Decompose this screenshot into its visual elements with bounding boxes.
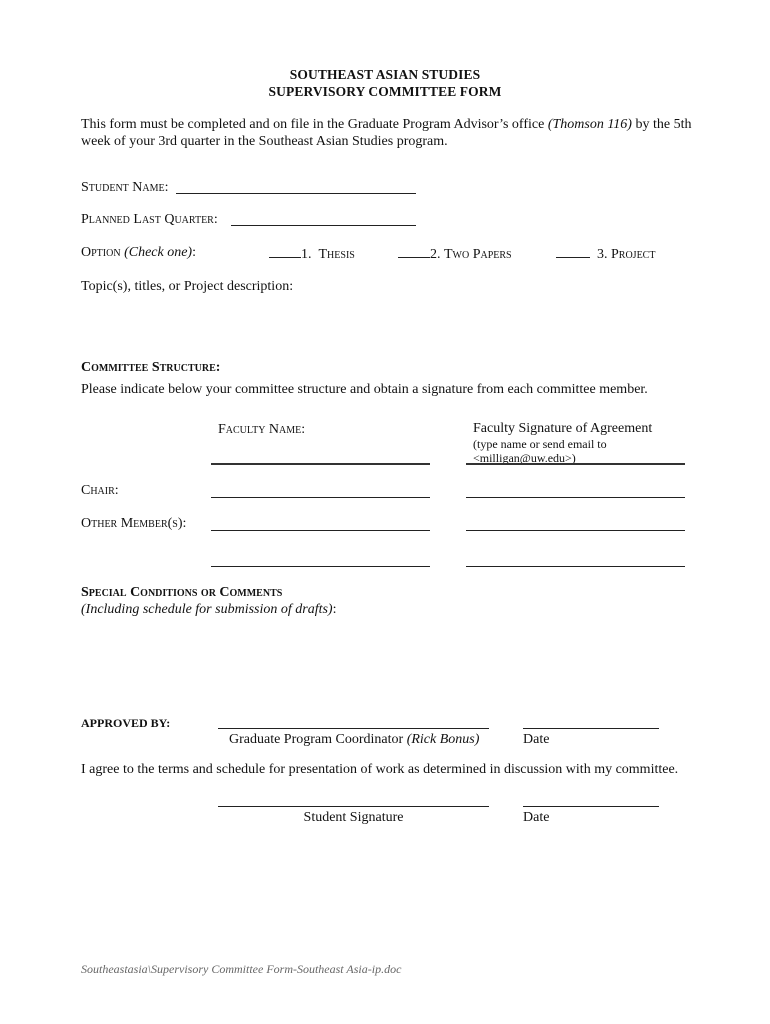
signature-note-line2: <milligan@uw.edu>) bbox=[473, 451, 576, 465]
option-two-papers bbox=[398, 245, 512, 263]
intro-location: (Thomson 116) bbox=[547, 117, 632, 132]
committee-instruction: Please indicate below your committee structure and obtain a signature from each committee member. bbox=[81, 382, 648, 397]
special-comments-field[interactable] bbox=[81, 622, 681, 702]
option-colon: : bbox=[192, 245, 196, 260]
faculty-name-header: Faculty Name: bbox=[218, 422, 306, 437]
topics-field[interactable] bbox=[81, 298, 681, 348]
student-name-field[interactable] bbox=[176, 193, 416, 194]
coordinator-date-label: Date bbox=[523, 732, 550, 747]
special-subheading: (Including schedule for submission of drafts) bbox=[81, 602, 333, 617]
option-thesis bbox=[269, 245, 355, 263]
option-thesis-label: Thesis bbox=[318, 247, 355, 262]
coordinator-signature-field[interactable] bbox=[218, 728, 489, 729]
member2-name-field[interactable] bbox=[211, 566, 430, 567]
form-title-line2: SUPERVISORY COMMITTEE FORM bbox=[268, 84, 502, 99]
special-heading: Special Conditions or Comments bbox=[81, 585, 283, 600]
option-thesis-number: 1. bbox=[301, 247, 312, 262]
agreement-text: I agree to the terms and schedule for presentation of work as determined in discussion with my committee. bbox=[81, 762, 679, 777]
student-signature-field[interactable] bbox=[218, 806, 489, 807]
signature-note-line1: (type name or send email to bbox=[473, 437, 607, 451]
chair-signature-field[interactable] bbox=[466, 497, 685, 498]
option-two-papers-label: Two Papers bbox=[444, 247, 512, 262]
coordinator-date-field[interactable] bbox=[523, 728, 659, 729]
form-title-line1: SOUTHEAST ASIAN STUDIES bbox=[289, 67, 481, 82]
special-subheading-colon: : bbox=[332, 602, 337, 617]
member1-signature-field[interactable] bbox=[466, 530, 685, 531]
option-label: Option bbox=[81, 245, 121, 260]
chair-name-field[interactable] bbox=[211, 497, 430, 498]
intro-text-part1: This form must be completed and on file in the Graduate Program Advisor’s office bbox=[81, 117, 548, 132]
student-date-label: Date bbox=[523, 810, 550, 825]
coordinator-caption bbox=[229, 732, 479, 748]
footer-file-path: Southeastasia\Supervisory Committee Form-Southeast Asia-ip.doc bbox=[81, 962, 402, 976]
special-subheading-group bbox=[81, 602, 337, 618]
student-name-label: Student Name: bbox=[81, 180, 169, 195]
option-hint: (Check one) bbox=[124, 245, 193, 260]
intro-text-line2: week of your 3rd quarter in the Southeast Asian Studies program. bbox=[81, 134, 448, 149]
coordinator-label: Graduate Program Coordinator bbox=[229, 732, 407, 747]
option-project bbox=[556, 245, 655, 263]
planned-quarter-label: Planned Last Quarter: bbox=[81, 212, 218, 227]
member1-name-field[interactable] bbox=[211, 530, 430, 531]
member2-signature-field[interactable] bbox=[466, 566, 685, 567]
intro-paragraph bbox=[81, 116, 701, 150]
option-two-papers-number: 2. bbox=[430, 247, 441, 262]
other-members-label: Other Member(s): bbox=[81, 516, 187, 531]
option-project-label: Project bbox=[611, 247, 656, 262]
option-label-group bbox=[81, 245, 196, 261]
header-rule-right bbox=[466, 463, 685, 465]
option-two-papers-checkbox[interactable] bbox=[398, 245, 430, 258]
option-thesis-checkbox[interactable] bbox=[269, 245, 301, 258]
header-rule-left bbox=[211, 463, 430, 465]
student-signature-label: Student Signature bbox=[303, 810, 404, 825]
approved-by-label: APPROVED BY: bbox=[81, 716, 171, 730]
coordinator-name: (Rick Bonus) bbox=[406, 732, 480, 747]
topics-label: Topic(s), titles, or Project description: bbox=[81, 279, 294, 294]
planned-quarter-field[interactable] bbox=[231, 225, 416, 226]
committee-heading: Committee Structure: bbox=[81, 360, 221, 375]
option-project-checkbox[interactable] bbox=[556, 245, 590, 258]
option-project-number: 3. bbox=[597, 247, 608, 262]
signature-header: Faculty Signature of Agreement bbox=[473, 421, 653, 436]
student-date-field[interactable] bbox=[523, 806, 659, 807]
intro-text-part2: by the 5th bbox=[631, 117, 692, 132]
chair-label: Chair: bbox=[81, 483, 119, 498]
